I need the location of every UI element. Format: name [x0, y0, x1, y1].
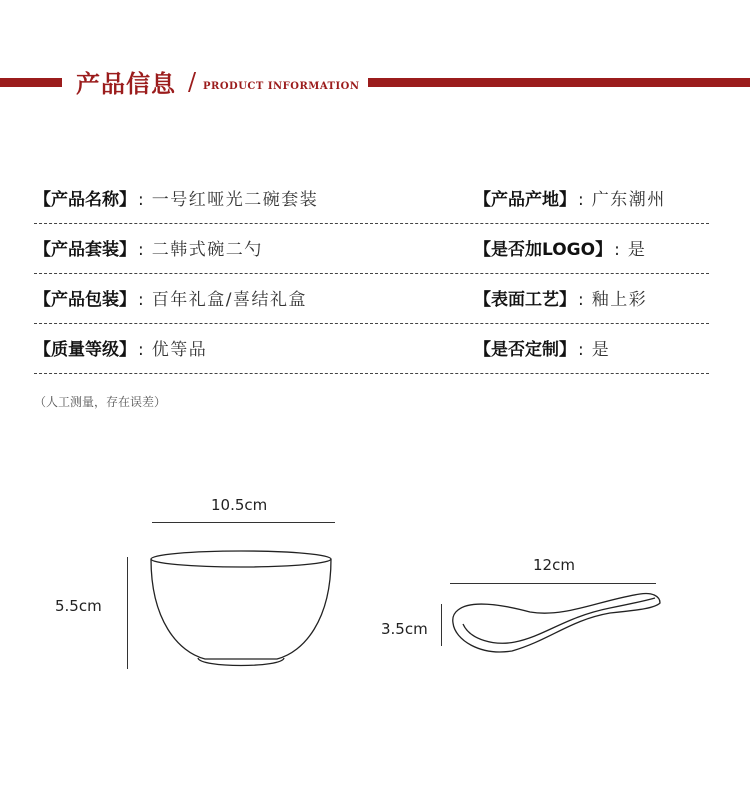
- spoon-height-label: 3.5cm: [381, 620, 428, 638]
- spec-label: 【是否加LOGO】: [474, 240, 613, 260]
- spec-separator: :: [614, 240, 620, 260]
- spec-separator: :: [578, 190, 584, 210]
- section-title: 产品信息: [76, 69, 176, 98]
- spec-label: 【产品包装】: [34, 290, 136, 310]
- section-subtitle: PRODUCT INFORMATION: [203, 81, 360, 92]
- spec-value: 是: [591, 340, 611, 360]
- spec-label: 【产品产地】: [474, 190, 576, 210]
- spec-value: 百年礼盒/喜结礼盒: [151, 290, 307, 310]
- spec-separator: :: [138, 240, 144, 260]
- title-slash: /: [188, 68, 197, 96]
- bowl-width-label: 10.5cm: [211, 496, 268, 514]
- spec-separator: :: [138, 190, 144, 210]
- spec-label: 【质量等级】: [34, 340, 136, 360]
- spec-label: 【是否定制】: [474, 340, 576, 360]
- spec-value: 釉上彩: [591, 290, 648, 310]
- spec-value: 优等品: [151, 340, 208, 360]
- bowl-illustration: [151, 551, 331, 666]
- spec-separator: :: [138, 290, 144, 310]
- spec-separator: :: [138, 340, 144, 360]
- spec-label: 【产品套装】: [34, 240, 136, 260]
- spoon-illustration: [453, 593, 660, 651]
- measurement-note: （人工测量，存在误差）: [34, 395, 167, 409]
- spec-value: 二韩式碗二勺: [151, 240, 263, 260]
- spec-label: 【表面工艺】: [474, 290, 576, 310]
- spec-label: 【产品名称】: [34, 190, 136, 210]
- spoon-length-label: 12cm: [533, 556, 575, 574]
- spec-separator: :: [578, 340, 584, 360]
- spec-value: 广东潮州: [591, 190, 666, 210]
- spec-value: 是: [627, 240, 647, 260]
- spec-value: 一号红哑光二碗套装: [151, 190, 319, 210]
- bowl-height-label: 5.5cm: [55, 597, 102, 615]
- spec-separator: :: [578, 290, 584, 310]
